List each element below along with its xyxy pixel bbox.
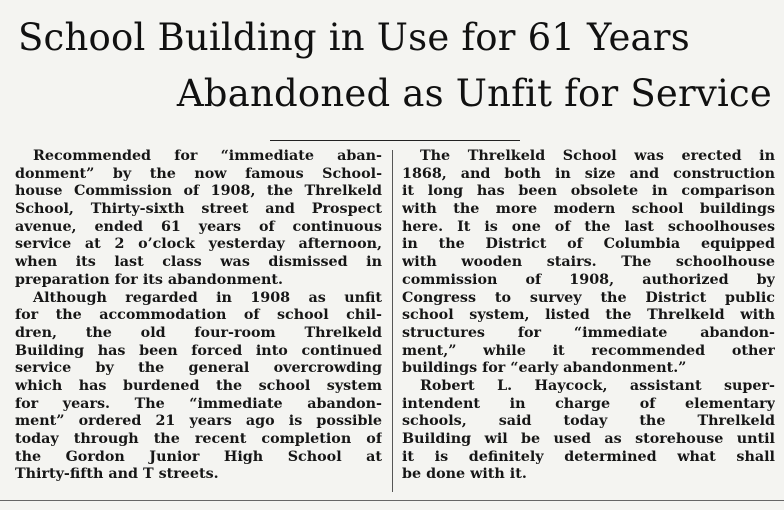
bottom-border-rule [0, 500, 784, 501]
column-line: donment” by the now famous School- [15, 165, 382, 182]
column-line: Congress to survey the District public [402, 289, 775, 306]
column-line: be done with it. [402, 466, 527, 483]
column-line: schools, said today the Threlkeld [402, 413, 775, 430]
column-line: Robert L. Haycock, assistant super- [420, 377, 775, 394]
column-divider [392, 150, 393, 492]
column-line: Building has been forced into continued [15, 342, 382, 359]
column-line: for years. The “immediate abandon- [15, 395, 382, 412]
column-line: commission of 1908, authorized by [402, 271, 775, 288]
column-line: with wooden stairs. The schoolhouse [402, 254, 775, 271]
column-line: Recommended for “immediate aban- [33, 148, 382, 164]
column-line: preparation for its abandonment. [15, 271, 283, 288]
article-column-left [15, 148, 382, 484]
column-line: service by the general overcrowding [15, 360, 382, 377]
column-line: Building wil be used as storehouse until [402, 431, 775, 447]
column-line: when its last class was dismissed in [15, 254, 382, 271]
column-line: house Commission of 1908, the Threlkeld [15, 183, 382, 200]
article-column-right [402, 148, 775, 484]
headline-line-1: School Building in Use for 61 Years [18, 16, 690, 59]
column-line: The Threlkeld School was erected in [420, 148, 775, 164]
column-line: for the accommodation of school chil- [15, 307, 382, 324]
column-line: ment,” while it recommended other [402, 342, 775, 359]
column-line: it long has been obsolete in comparison [402, 183, 775, 200]
column-line: dren, the old four-room Threlkeld [15, 324, 382, 341]
column-line: with the more modern school buildings [402, 201, 775, 218]
headline-divider-rule [270, 140, 520, 141]
column-line: which has burdened the school system [15, 377, 382, 394]
column-line: Thirty-fifth and T streets. [15, 466, 219, 483]
headline-line-2: Abandoned as Unfit for Service [176, 72, 772, 115]
column-line: here. It is one of the last schoolhouses [402, 218, 775, 235]
column-line: ment” ordered 21 years ago is possible [15, 413, 382, 430]
column-line: 1868, and both in size and construction [402, 165, 775, 182]
column-line: in the District of Columbia equipped [402, 236, 775, 253]
column-line: the Gordon Junior High School at [15, 448, 382, 465]
column-line: avenue, ended 61 years of continuous [15, 218, 382, 235]
column-line: School, Thirty-sixth street and Prospect [15, 201, 382, 218]
column-line: school system, listed the Threlkeld with [402, 307, 775, 324]
column-line: Although regarded in 1908 as unfit [33, 289, 382, 306]
column-line: service at 2 o’clock yesterday afternoon, [15, 236, 382, 253]
column-line: buildings for “early abandonment.” [402, 360, 687, 377]
column-line: intendent in charge of elementary [402, 395, 775, 412]
column-line: it is definitely determined what shall [402, 448, 775, 465]
column-line: structures for “immediate abandon- [402, 324, 775, 341]
column-line: today through the recent completion of [15, 431, 382, 447]
